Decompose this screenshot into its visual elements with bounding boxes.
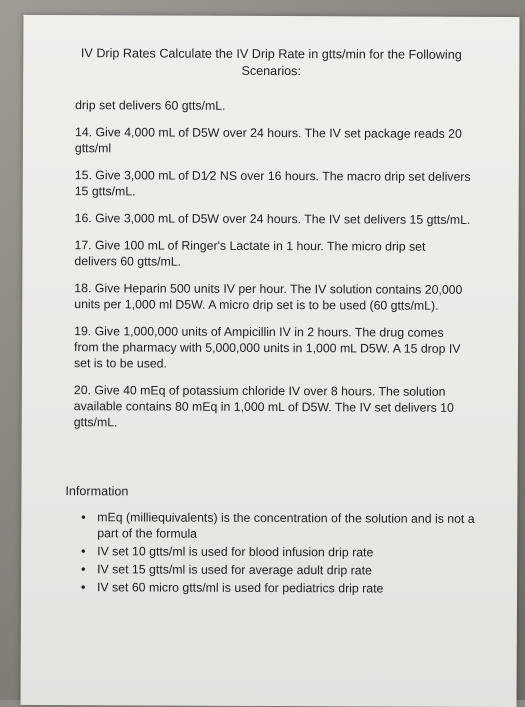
information-item-text: mEq (milliequivalents) is the concentration of the solution and is not a part of the formula [97, 510, 475, 541]
bullet-icon: • [81, 562, 86, 577]
information-item [65, 579, 477, 597]
scenario-18: 18. Give Heparin 500 units IV per hour. The IV solution contains 20,000 units per 1,000 ml D5W. A micro drip set is to be used (60 gtts/mL). [74, 281, 463, 313]
information-item [65, 543, 477, 561]
scenario-20: 20. Give 40 mEq of potassium chloride IV over 8 hours. The solution available contains 80 mEq in 1,000 mL of D5W. The IV set delivers 10 gtts/mL. [73, 383, 454, 430]
scenario-list [74, 97, 471, 443]
information-item-text: IV set 60 micro gtts/ml is used for pediatrics drip rate [96, 580, 384, 596]
bullet-icon: • [81, 510, 86, 525]
information-item-text: IV set 10 gtts/ml is used for blood infusion drip rate [97, 544, 374, 560]
scenario-15: 15. Give 3,000 mL of D1⁄2 NS over 16 hours. The macro drip set delivers 15 gtts/mL. [74, 168, 471, 199]
scenario-19: 19. Give 1,000,000 units of Ampicillin IV in 2 hours. The drug comes from the pharmacy with 5,000,000 units in 1,000 mL D5W. A 15 drop IV set is to be used. [73, 324, 461, 371]
bullet-icon: • [80, 580, 86, 595]
information-heading: Information [65, 484, 129, 499]
scenario-17: 17. Give 100 mL of Ringer's Lactate in 1 hour. The micro drip set delivers 60 gtts/mL. [74, 238, 426, 269]
information-list [65, 509, 477, 599]
information-item [65, 561, 477, 579]
bullet-icon: • [81, 544, 86, 559]
scenario-14: 14. Give 4,000 mL of D5W over 24 hours. The IV set package reads 20 gtts/ml [74, 125, 462, 156]
information-item [65, 509, 477, 543]
page-title: IV Drip Rates Calculate the IV Drip Rate in gtts/min for the Following Scenarios: [80, 46, 462, 79]
information-item-text: IV set 15 gtts/ml is used for average adult drip rate [97, 562, 372, 578]
scenario-text: drip set delivers 60 gtts/mL. [75, 98, 226, 113]
paper-sheet [20, 15, 519, 707]
scenario-16: 16. Give 3,000 mL of D5W over 24 hours. The IV set delivers 15 gtts/mL. [74, 211, 471, 227]
